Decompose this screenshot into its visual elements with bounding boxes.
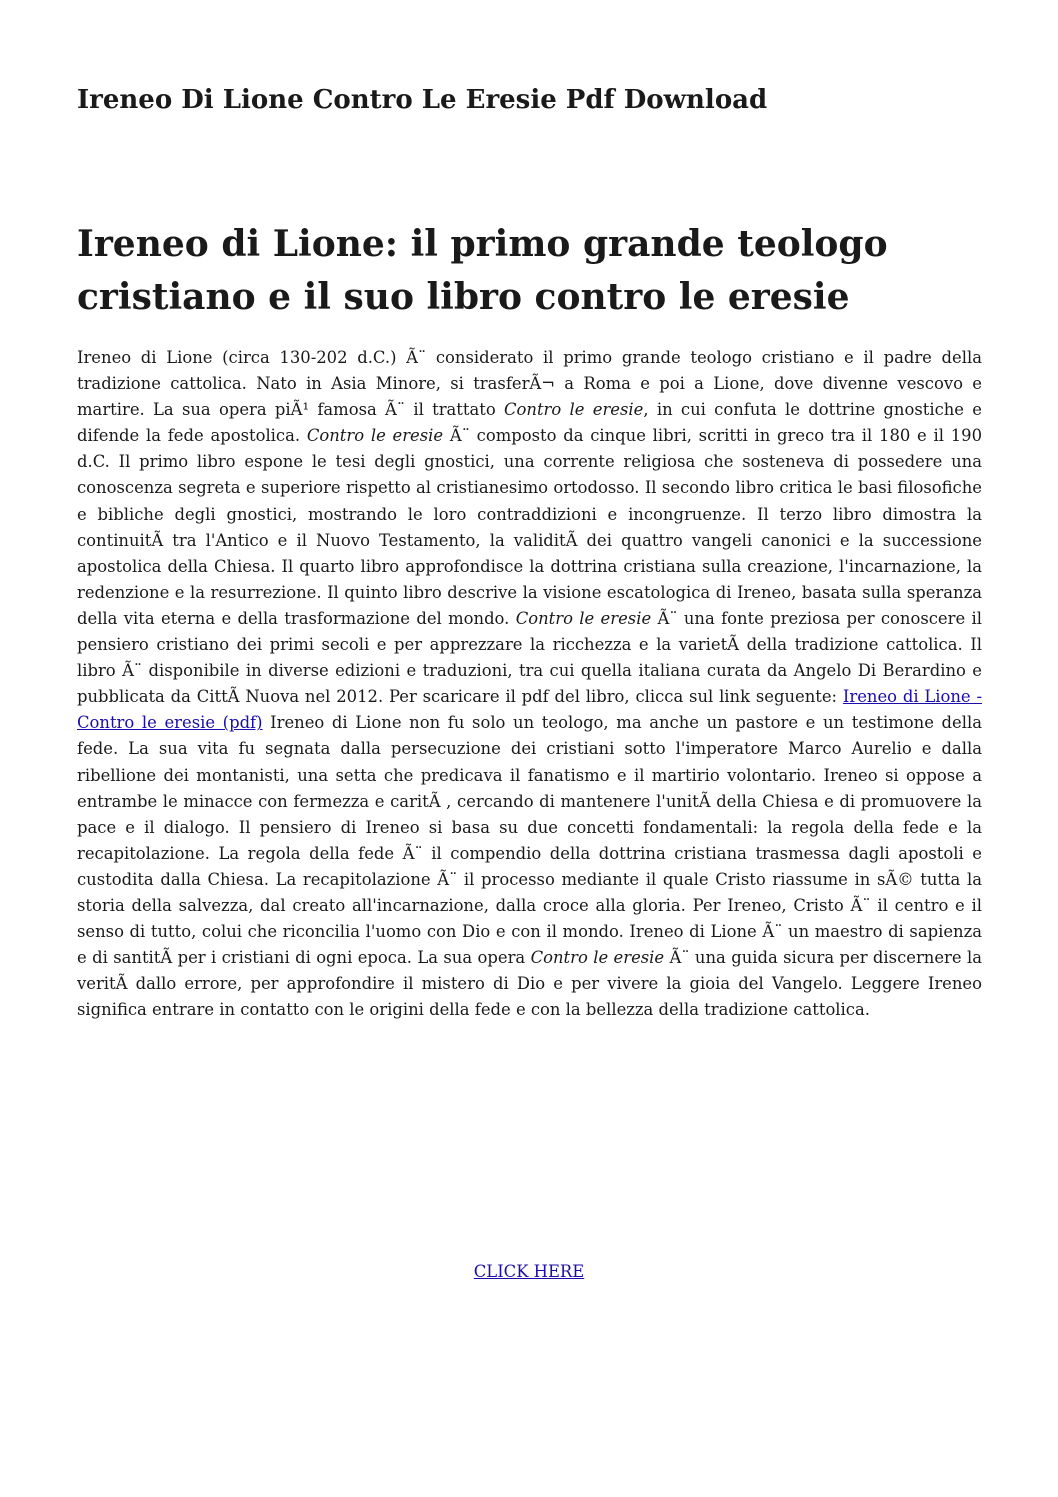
book-title-emphasis: Contro le eresie [306, 426, 444, 446]
click-here-link[interactable]: CLICK HERE [473, 1262, 585, 1281]
body-text: , in cui confuta le dottrine gnostiche e difende la fede apostolica. [77, 400, 982, 446]
body-text: Ireneo di Lione non fu solo un teologo, ma anche un pastore e un testimone della fede. La sua vita fu segnata dalla persecuzione dei cristiani sotto l'imperatore Marco Aurelio e dalla ribellione dei montanisti, una setta che predicava il fanatismo e il martirio volontario. Ireneo si oppose a entrambe le minacce con fermezza e caritÃ , cercando di mantenere l'unitÃ della Chiesa e di promuovere la pace e il dialogo. Il pensiero di Ireneo si basa su due concetti fondamentali: la regola della fede e la recapitolazione. La regola della fede Ã¨ il compendio della dottrina cristiana trasmessa dagli apostoli e custodita dalla Chiesa. La recapitolazione Ã¨ il processo mediante il quale Cristo riassume in sÃ© tutta la storia della salvezza, dal creato all'incarnazione, dalla croce alla gloria. Per Ireneo, Cristo Ã¨ il centro e il senso di tutto, colui che riconcilia l'uomo con Dio e con il mondo. Ireneo di Lione Ã¨ un maestro di sapienza e di santitÃ per i cristiani di ogni epoca. La sua opera [77, 713, 982, 968]
body-text: Ã¨ una guida sicura per discernere la veritÃ dallo errore, per approfondire il mistero di Dio e per vivere la gioia del Vangelo. Leggere Ireneo significa entrare in contatto con le origini della fede e con la bellezza della tradizione cattolica. [77, 948, 982, 1020]
book-title-emphasis: Contro le eresie [530, 948, 665, 968]
body-text: Ireneo di Lione (circa 130-202 d.C.) Ã¨ considerato il primo grande teologo cristiano e il padre della tradizione cattolica. Nato in Asia Minore, si trasferÃ¬ a Roma e poi a Lione, dove divenne vescovo e martire. La sua opera piÃ¹ famosa Ã¨ il trattato [77, 348, 982, 420]
article-body [77, 345, 982, 1023]
book-title-emphasis: Contro le eresie [515, 608, 652, 628]
article-heading: Ireneo di Lione: il primo grande teologo cristiano e il suo libro contro le eresie [77, 223, 888, 318]
pdf-download-link[interactable]: Ireneo di Lione - Contro le eresie (pdf) [77, 687, 982, 733]
body-text: Ã¨ composto da cinque libri, scritti in greco tra il 180 e il 190 d.C. Il primo libro espone le tesi degli gnostici, una corrente religiosa che sosteneva di possedere una conoscenza segreta e superiore rispetto al cristianesimo ortodosso. Il secondo libro critica le basi filosofiche e bibliche degli gnostici, mostrando le loro contraddizioni e incongruenze. Il terzo libro dimostra la continuitÃ tra l'Antico e il Nuovo Testamento, la validitÃ dei quattro vangeli canonici e la successione apostolica della Chiesa. Il quarto libro approfondisce la dottrina cristiana sulla creazione, l'incarnazione, la redenzione e la resurrezione. Il quinto libro descrive la visione escatologica di Ireneo, basata sulla speranza della vita eterna e della trasformazione del mondo. [77, 426, 982, 628]
document-title: Ireneo Di Lione Contro Le Eresie Pdf Download [77, 85, 768, 115]
body-text: Ã¨ una fonte preziosa per conoscere il pensiero cristiano dei primi secoli e per apprezzare la ricchezza e la varietÃ della tradizione cattolica. Il libro Ã¨ disponibile in diverse edizioni e traduzioni, tra cui quella italiana curata da Angelo Di Berardino e pubblicata da CittÃ Nuova nel 2012. Per scaricare il pdf del libro, clicca sul link seguente: [77, 608, 982, 707]
book-title-emphasis: Contro le eresie [504, 400, 644, 420]
